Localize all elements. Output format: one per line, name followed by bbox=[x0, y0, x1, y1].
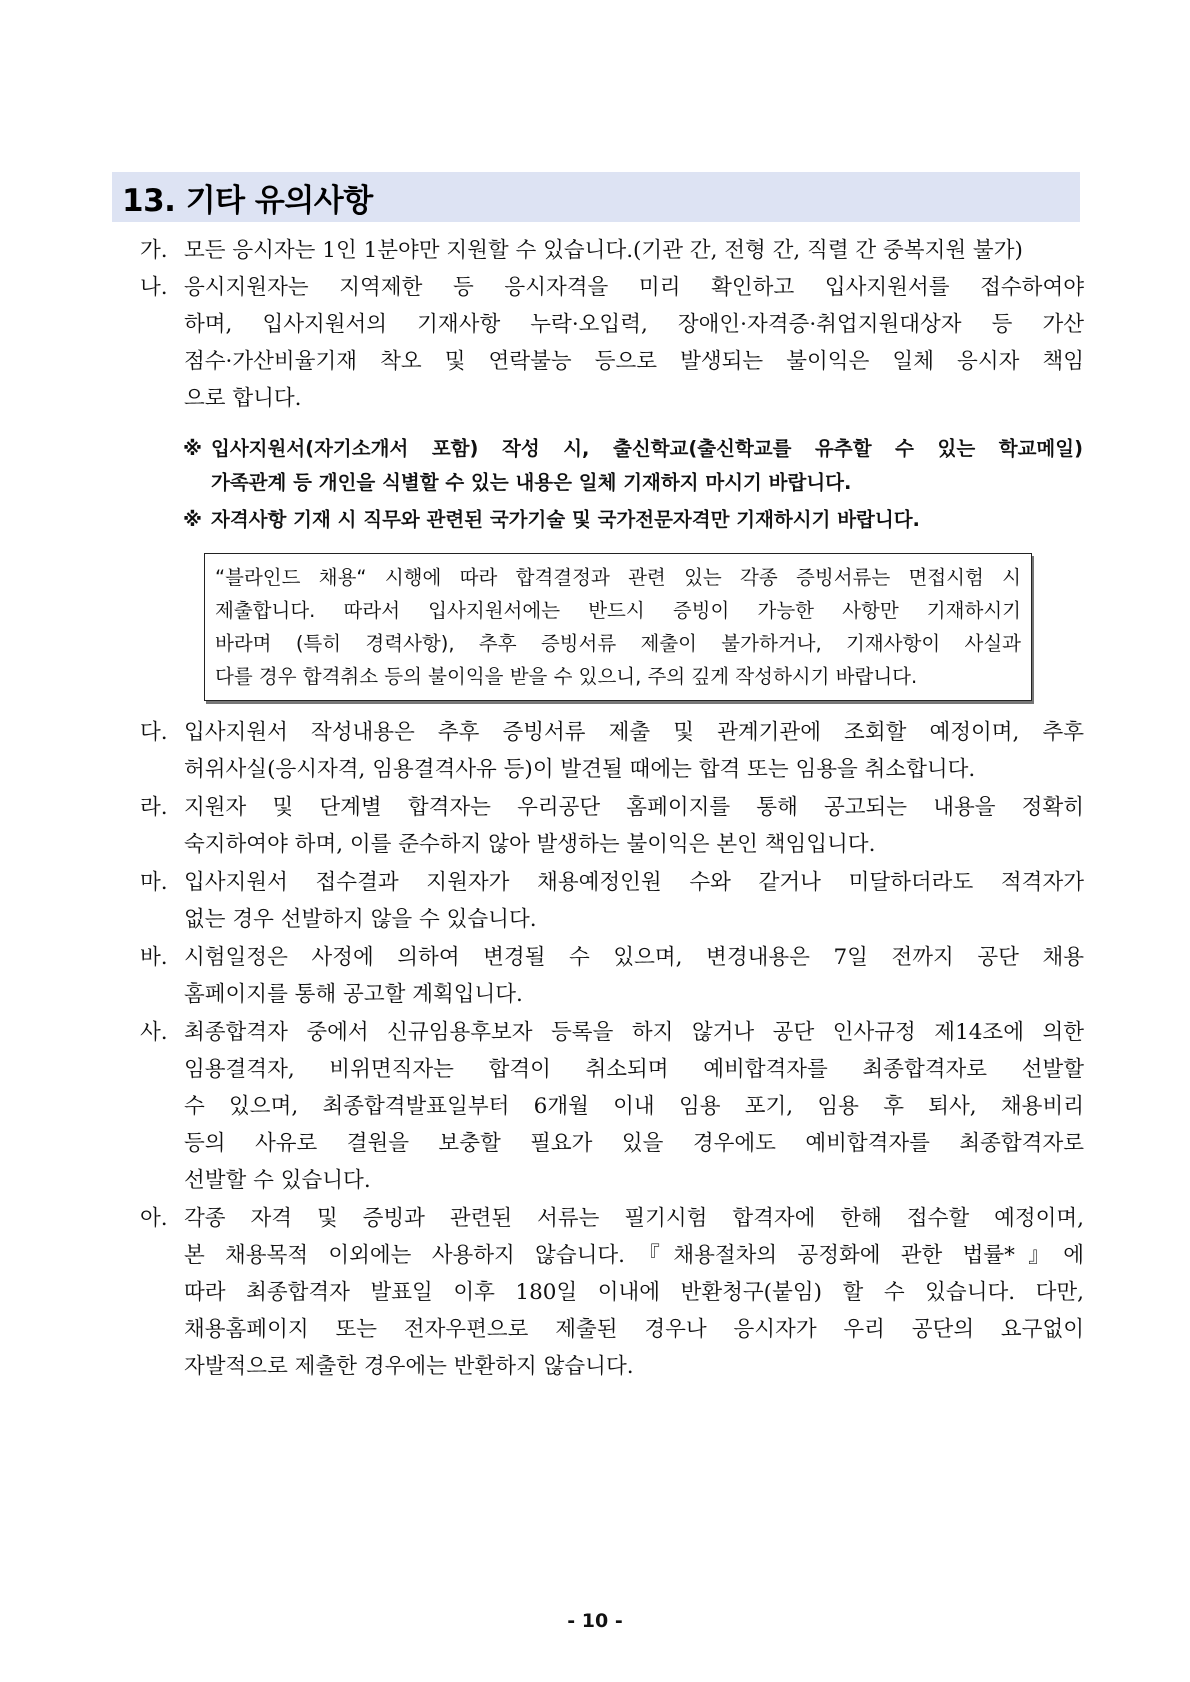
item-marker: 사. bbox=[140, 1020, 168, 1045]
item-line: 허위사실(응시자격, 임용결격사유 등)이 발견될 때에는 합격 또는 임용을 취소합니다. bbox=[184, 757, 976, 782]
item-line: 입사지원서 작성내용은 추후 증빙서류 제출 및 관계기관에 조회할 예정이며, 추후 bbox=[184, 720, 1084, 745]
notice-line: 제출합니다. 따라서 입사지원서에는 반드시 증빙이 가능한 사항만 기재하시기 bbox=[215, 599, 1021, 622]
reference-mark-icon: ※ bbox=[183, 508, 202, 531]
section-title: 13. 기타 유의사항 bbox=[122, 182, 373, 219]
item-marker: 아. bbox=[140, 1206, 168, 1231]
item-line: 입사지원서 접수결과 지원자가 채용예정인원 수와 같거나 미달하더라도 적격자가 bbox=[184, 870, 1084, 895]
page-number: - 10 - bbox=[567, 1610, 623, 1632]
note-item bbox=[183, 503, 1083, 537]
list-item-ba bbox=[140, 938, 1086, 1015]
item-line: 하며, 입사지원서의 기재사항 누락·오입력, 장애인·자격증·취업지원대상자 등 가산 bbox=[184, 312, 1084, 337]
note-line: 자격사항 기재 시 직무와 관련된 국가기술 및 국가전문자격만 기재하시기 바랍니다. bbox=[211, 508, 920, 531]
item-line: 홈페이지를 통해 공고할 계획입니다. bbox=[184, 982, 523, 1007]
note-item bbox=[183, 432, 1083, 500]
note-line: 입사지원서(자기소개서 포함) 작성 시, 출신학교(출신학교를 유추할 수 있는 학교메일) bbox=[211, 437, 1083, 460]
item-marker: 가. bbox=[140, 238, 168, 263]
item-marker: 나. bbox=[140, 275, 168, 300]
item-line: 임용결격자, 비위면직자는 합격이 취소되며 예비합격자를 최종합격자로 선발할 bbox=[184, 1057, 1084, 1082]
section-header bbox=[112, 172, 1080, 222]
item-line: 따라 최종합격자 발표일 이후 180일 이내에 반환청구(붙임) 할 수 있습니다. 다만, bbox=[184, 1280, 1084, 1305]
list-item-a bbox=[140, 1199, 1086, 1387]
list-item-ma bbox=[140, 863, 1086, 940]
item-line: 각종 자격 및 증빙과 관련된 서류는 필기시험 합격자에 한해 접수할 예정이며, bbox=[184, 1206, 1084, 1231]
list-item-ga bbox=[140, 231, 1086, 271]
item-line: 자발적으로 제출한 경우에는 반환하지 않습니다. bbox=[184, 1354, 634, 1379]
notice-line: 다를 경우 합격취소 등의 불이익을 받을 수 있으니, 주의 깊게 작성하시기 바랍니다. bbox=[215, 665, 918, 688]
item-line: 모든 응시자는 1인 1분야만 지원할 수 있습니다.(기관 간, 전형 간, 직렬 간 중복지원 불가) bbox=[184, 238, 1023, 263]
item-marker: 라. bbox=[140, 795, 168, 820]
item-line: 선발할 수 있습니다. bbox=[184, 1168, 371, 1193]
list-item-ra bbox=[140, 788, 1086, 865]
reference-mark-icon: ※ bbox=[183, 437, 202, 460]
item-line: 채용홈페이지 또는 전자우편으로 제출된 경우나 응시자가 우리 공단의 요구없이 bbox=[184, 1317, 1084, 1342]
item-line: 등의 사유로 결원을 보충할 필요가 있을 경우에도 예비합격자를 최종합격자로 bbox=[184, 1131, 1084, 1156]
item-marker: 다. bbox=[140, 720, 168, 745]
item-line: 시험일정은 사정에 의하여 변경될 수 있으며, 변경내용은 7일 전까지 공단 채용 bbox=[184, 945, 1084, 970]
list-item-da bbox=[140, 713, 1086, 790]
item-line: 최종합격자 중에서 신규임용후보자 등록을 하지 않거나 공단 인사규정 제14조에 의한 bbox=[184, 1020, 1084, 1045]
list-item-na bbox=[140, 268, 1086, 418]
item-line: 으로 합니다. bbox=[184, 386, 302, 411]
notice-line: “블라인드 채용“ 시행에 따라 합격결정과 관련 있는 각종 증빙서류는 면접시험 시 bbox=[215, 566, 1021, 589]
note-line: 가족관계 등 개인을 식별할 수 있는 내용은 일체 기재하지 마시기 바랍니다. bbox=[211, 471, 852, 494]
item-line: 점수·가산비율기재 착오 및 연락불능 등으로 발생되는 불이익은 일체 응시자 책임 bbox=[184, 349, 1084, 374]
notice-line: 바라며 (특히 경력사항), 추후 증빙서류 제출이 불가하거나, 기재사항이 사실과 bbox=[215, 632, 1021, 655]
item-line: 숙지하여야 하며, 이를 준수하지 않아 발생하는 불이익은 본인 책임입니다. bbox=[184, 832, 876, 857]
item-marker: 마. bbox=[140, 870, 168, 895]
item-line: 지원자 및 단계별 합격자는 우리공단 홈페이지를 통해 공고되는 내용을 정확히 bbox=[184, 795, 1084, 820]
item-line: 없는 경우 선발하지 않을 수 있습니다. bbox=[184, 907, 537, 932]
item-line: 수 있으며, 최종합격발표일부터 6개월 이내 임용 포기, 임용 후 퇴사, 채용비리 bbox=[184, 1094, 1084, 1119]
list-item-sa bbox=[140, 1013, 1086, 1201]
item-marker: 바. bbox=[140, 945, 168, 970]
item-line: 응시지원자는 지역제한 등 응시자격을 미리 확인하고 입사지원서를 접수하여야 bbox=[184, 275, 1084, 300]
blind-hiring-notice-box bbox=[204, 553, 1032, 701]
item-line: 본 채용목적 이외에는 사용하지 않습니다.『채용절차의 공정화에 관한 법률*』에 bbox=[184, 1243, 1084, 1268]
